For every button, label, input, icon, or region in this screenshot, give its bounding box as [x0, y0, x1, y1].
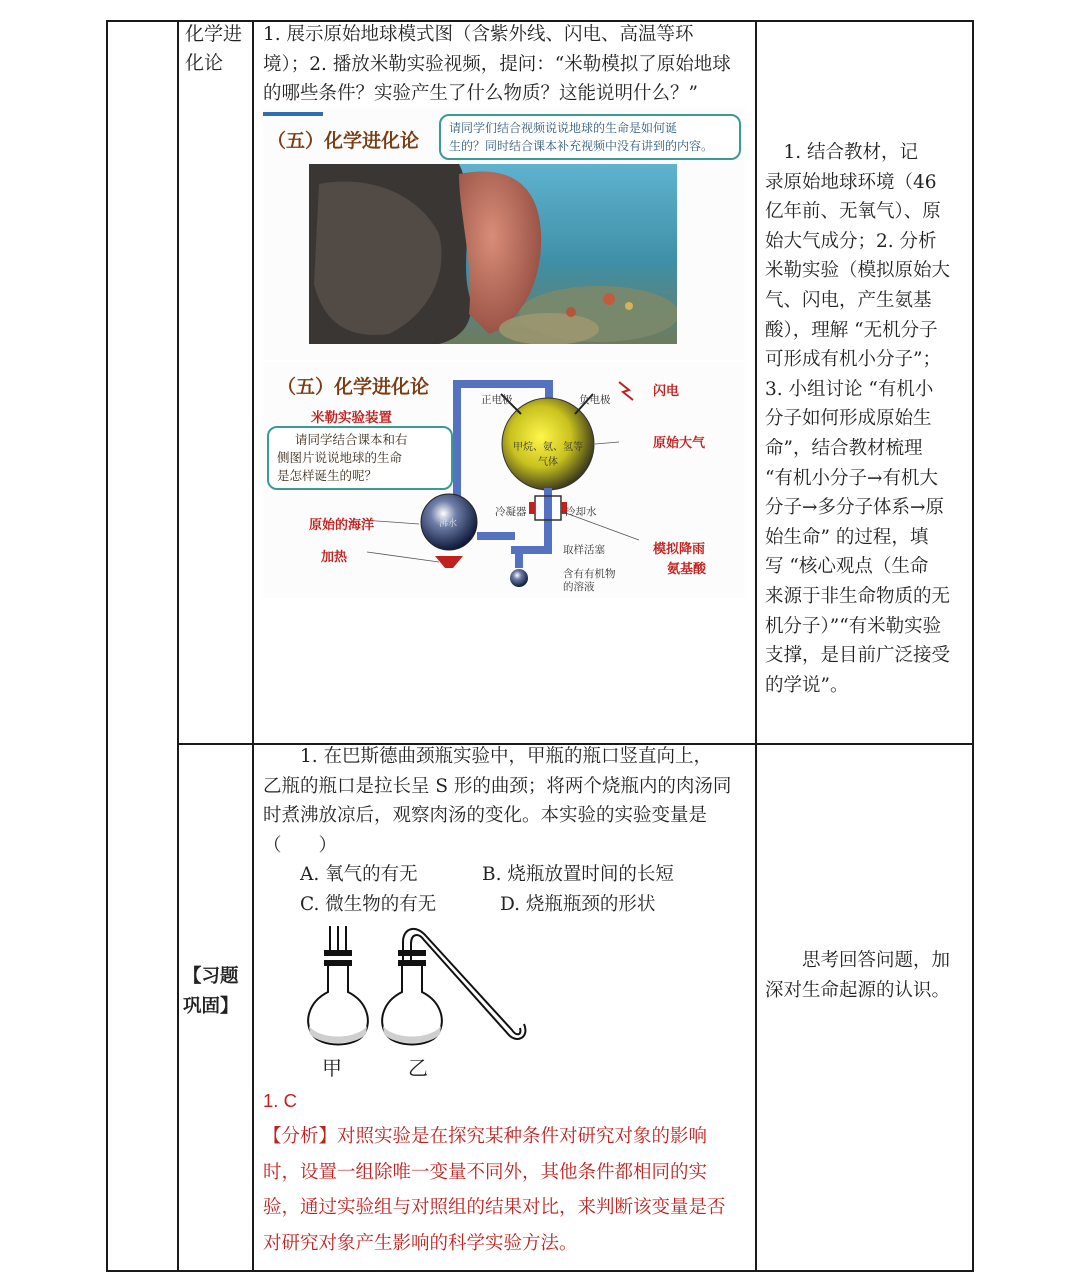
student-line: 米勒实验（模拟原始大 — [765, 260, 951, 282]
label-condenser: 冷凝器 — [495, 506, 527, 518]
analysis-line-1: 【分析】对照实验是在探究某种条件对研究对象的影响 — [263, 1126, 708, 1147]
student-line: 酸），理解 “无机分子 — [765, 319, 938, 341]
label-ocean: 原始的海洋 — [309, 518, 375, 533]
student2-line-1: 思考回答问题，加 — [765, 950, 951, 971]
label-heating: 加热 — [321, 550, 348, 565]
section-label-line-2: 巩固】 — [183, 995, 239, 1017]
option-d: D. 烧瓶瓶颈的形状 — [500, 894, 656, 915]
flask-label-yi: 乙 — [408, 1056, 428, 1080]
student-line: 可形成有机小分子”； — [765, 349, 941, 371]
student-line: 分子如何形成原始生 — [765, 408, 932, 430]
answer-text: 1. C — [263, 1090, 297, 1111]
question-line-4: （ ） — [263, 834, 338, 856]
note2-line-3: 是怎样诞生的呢？ — [277, 468, 378, 483]
student2-line-2: 深对生命起源的认识。 — [765, 979, 951, 1001]
label-gas: 甲烷、氨、氢等气体 — [513, 442, 583, 468]
question-line-3: 时煮沸放凉后，观察肉汤的变化。本实验的实验变量是 — [263, 805, 708, 827]
student-line: 机分子）”“有米勒实验 — [765, 615, 942, 637]
label-sampling-valve: 取样活塞 — [563, 544, 605, 556]
student-line: 气、闪电，产生氨基 — [765, 289, 932, 311]
student-activity-text-2 — [765, 946, 970, 1005]
student-line: 3. 小组讨论 “有机小 — [765, 378, 934, 400]
section-label-line-1: 【习题 — [183, 966, 239, 987]
pasteur-flasks-diagram — [300, 922, 530, 1052]
note-line-1: 请同学们结合视频说说地球的生命是如何诞 — [449, 121, 678, 135]
note2-line-1: 请同学结合课本和右 — [295, 432, 408, 447]
activity-line-2: 境）；2. 播放米勒实验视频，提问：“米勒模拟了原始地球 — [263, 53, 731, 75]
section-label-chem-evolution: 化学进化论 — [185, 23, 243, 74]
underwater-video-frame — [309, 164, 677, 344]
label-rain: 模拟降雨 — [653, 542, 706, 557]
label-atmosphere: 原始大气 — [653, 436, 706, 451]
slide-title: （五）化学进化论 — [267, 130, 420, 152]
activity-line-1: 1. 展示原始地球模式图（含紫外线、闪电、高温等环 — [263, 24, 694, 45]
table-border-bottom — [106, 1270, 974, 1272]
label-amino-acid: 氨基酸 — [667, 562, 707, 577]
student-activity-text — [765, 138, 970, 700]
student-line: 支撑，是目前广泛接受 — [765, 645, 951, 667]
slide2-title: （五）化学进化论 — [277, 376, 430, 398]
slide-video — [263, 108, 745, 360]
student-line: “有机小分子→有机大 — [765, 467, 938, 489]
slide-miller-apparatus — [263, 362, 745, 598]
table-col-line-4 — [755, 20, 757, 1272]
flask-label-jia: 甲 — [322, 1056, 342, 1080]
section-label-exercise — [183, 962, 251, 1021]
label-solution-line-2: 的溶液 — [563, 581, 595, 593]
activity-line-3: 的哪些条件？实验产生了什么物质？这能说明什么？” — [263, 83, 698, 105]
table-col-line-3 — [252, 20, 254, 1272]
label-cooling-water: 冷却水 — [565, 506, 597, 518]
student-line: 始生命” 的过程，填 — [765, 526, 929, 548]
student-line: 录原始地球环境（46 — [765, 171, 937, 193]
flask-jia — [308, 926, 368, 1045]
label-positive-electrode: 正电极 — [481, 394, 513, 406]
question-line-2: 乙瓶的瓶口是拉长呈 S 形的曲颈；将两个烧瓶内的肉汤同 — [263, 775, 732, 797]
flask-yi — [382, 929, 525, 1045]
apparatus-title: 米勒实验装置 — [311, 410, 392, 426]
student-line: 分子→多分子体系→原 — [765, 497, 945, 519]
student-line: 始大气成分；2. 分析 — [765, 230, 937, 252]
option-c: C. 微生物的有无 — [300, 894, 437, 915]
analysis-line-4: 对研究对象产生影响的科学实验方法。 — [263, 1232, 578, 1254]
analysis-line-2: 时，设置一组除唯一变量不同外，其他条件都相同的实 — [263, 1161, 708, 1183]
question-line-1: 1. 在巴斯德曲颈瓶实验中，甲瓶的瓶口竖直向上， — [263, 746, 713, 767]
option-b: B. 烧瓶放置时间的长短 — [482, 864, 674, 885]
table-col-line-2 — [177, 20, 179, 1272]
student-line: 写 “核心观点（生命 — [765, 556, 929, 578]
slide-accent-bar — [263, 112, 323, 116]
label-lightning: 闪电 — [653, 384, 680, 399]
analysis-text — [263, 1122, 753, 1258]
label-solution — [563, 568, 616, 594]
table-col-line-1 — [106, 20, 108, 1272]
activity-text — [263, 20, 753, 109]
label-solution-line-1: 含有有机物 — [563, 568, 616, 580]
student-line: 的学说”。 — [765, 674, 849, 696]
label-seawater: 沸水 — [439, 519, 458, 529]
table-col-line-5 — [972, 20, 974, 1272]
question-text — [263, 742, 753, 860]
analysis-line-3: 验，通过实验组与对照组的结果对比，来判断该变量是否 — [263, 1197, 726, 1219]
student-line: 命”，结合教材梳理 — [765, 437, 923, 459]
slide-note-box — [439, 114, 741, 160]
option-a: A. 氧气的有无 — [300, 864, 418, 885]
note-line-2: 生的？同时结合课本补充视频中没有讲到的内容。 — [449, 139, 714, 153]
student-line: 来源于非生命物质的无 — [765, 585, 951, 607]
student-line: 1. 结合教材，记 — [765, 142, 919, 163]
student-line: 亿年前、无氧气）、原 — [765, 201, 941, 223]
label-negative-electrode: 负电极 — [579, 394, 611, 406]
note2-line-2: 侧图片说说地球的生命 — [277, 450, 403, 465]
